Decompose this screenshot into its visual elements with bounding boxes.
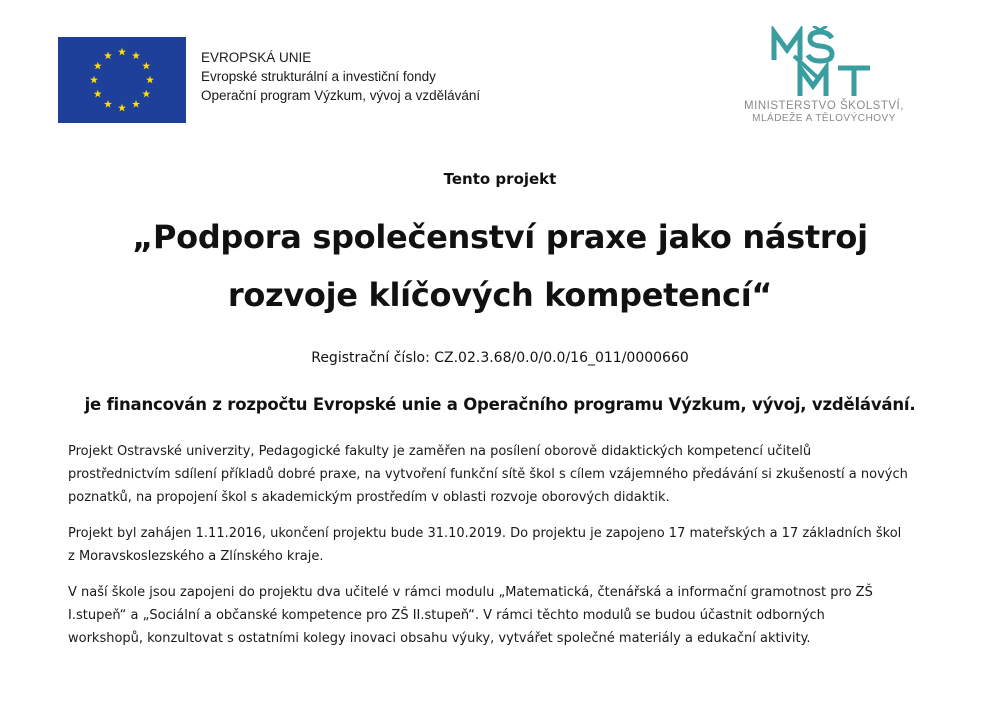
paragraph-line: Projekt Ostravské univerzity, Pedagogické fakulty je zaměřen na posílení oborově didaktických kompetencí učitelů — [68, 444, 812, 459]
paragraph-line: workshopů, konzultovat s ostatními kolegy inovaci obsahu výuky, vytvářet společné materiály a edukační aktivity. — [68, 631, 811, 646]
eu-logo-text — [201, 48, 480, 105]
paragraph-school-participation — [68, 581, 948, 650]
project-title — [0, 208, 1000, 324]
msmt-text-line: MLÁDEŽE A TĚLOVÝCHOVY — [752, 113, 896, 124]
paragraph-line: poznatků, na propojení škol s akademickým prostředím v oblasti rozvoje oborových didaktik. — [68, 490, 670, 505]
paragraph-project-description — [68, 440, 948, 509]
paragraph-line: prostřednictvím sdílení příkladů dobré praxe, na vytvoření funkční sítě škol s cílem vzájemného předávání si zkušeností a nových — [68, 467, 908, 482]
eu-flag-icon — [58, 37, 186, 123]
eu-text-line: Evropské strukturální a investiční fondy — [201, 69, 436, 84]
project-title-line: „Podpora společenství praxe jako nástroj — [132, 218, 868, 256]
paragraph-line: V naší škole jsou zapojeni do projektu dva učitelé v rámci modulu „Matematická, čtenářská a informační gramotnost pro ZŠ — [68, 585, 873, 600]
msmt-logo-icon — [758, 26, 888, 98]
registration-number: Registrační číslo: CZ.02.3.68/0.0/0.0/16_011/0000660 — [311, 350, 689, 366]
paragraph-line: I.stupeň“ a „Sociální a občanské kompetence pro ZŠ II.stupeň“. V rámci těchto modulů se budou účastnit odborných — [68, 608, 825, 623]
msmt-logo-text — [718, 99, 930, 125]
paragraph-line: Projekt byl zahájen 1.11.2016, ukončení projektu bude 31.10.2019. Do projektu je zapojeno 17 mateřských a 17 základních škol — [68, 526, 902, 541]
intro-heading: Tento projekt — [443, 170, 557, 188]
paragraph-project-dates — [68, 522, 948, 568]
msmt-text-line: MINISTERSTVO ŠKOLSTVÍ, — [744, 100, 904, 112]
paragraph-line: z Moravskoslezského a Zlínského kraje. — [68, 549, 324, 564]
eu-text-line: EVROPSKÁ UNIE — [201, 50, 312, 65]
funding-statement: je financován z rozpočtu Evropské unie a Operačního programu Výzkum, vývoj, vzdělávání. — [84, 395, 916, 414]
project-title-line: rozvoje klíčových kompetencí“ — [227, 276, 773, 314]
eu-text-line: Operační program Výzkum, vývoj a vzdělávání — [201, 88, 481, 103]
